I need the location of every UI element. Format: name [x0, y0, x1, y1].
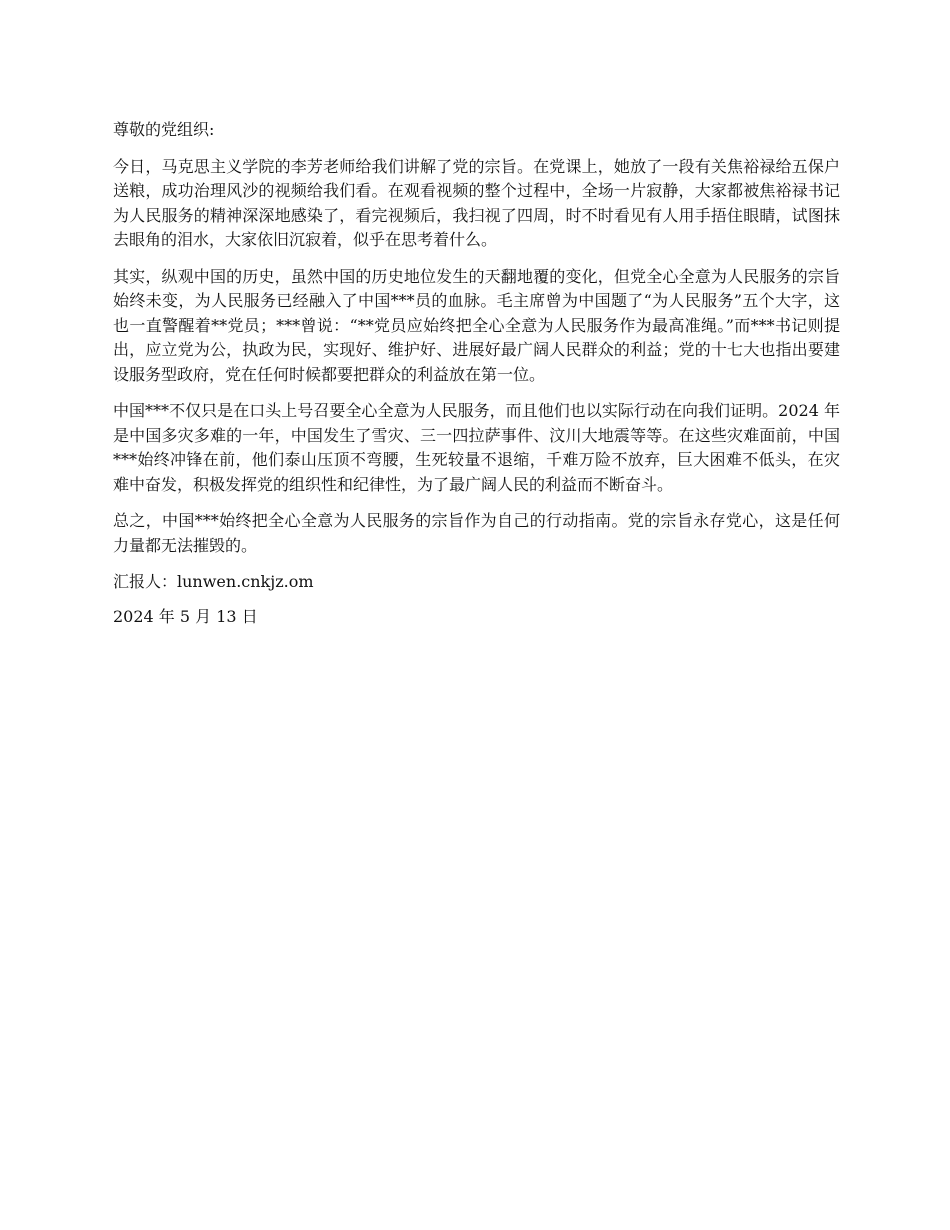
date-line: 2024 年 5 月 13 日: [113, 606, 258, 626]
paragraph-2: 其实，纵观中国的历史，虽然中国的历史地位发生的天翻地覆的变化，但党全心全意为人民服务的宗旨始终未变，为人民服务已经融入了中国***员的血脉。毛主席曾为中国题了“为人民服务”五个大字，这也一直警醒着**党员；***曾说：“**党员应始终把全心全意为人民服务作为最高准绳。”而***书记则提出，应立党为公，执政为民，实现好、维护好、进展好最广阔人民群众的利益；党的十七大也指出要建设服务型政府，党在任何时候都要把群众的利益放在第一位。: [113, 266, 840, 384]
document-page: [113, 118, 840, 639]
paragraph-3: 中国***不仅只是在口头上号召要全心全意为人民服务，而且他们也以实际行动在向我们证明。2024 年是中国多灾多难的一年，中国发生了雪灾、三一四拉萨事件、汶川大地震等等。在这些灾难面前，中国***始终冲锋在前，他们泰山压顶不弯腰，生死较量不退缩，千难万险不放弃，巨大困难不低头，在灾难中奋发，积极发挥党的组织性和纪律性，为了最广阔人民的利益而不断奋斗。: [113, 401, 840, 494]
salutation: 尊敬的党组织:: [113, 120, 215, 139]
reporter-line: 汇报人：lunwen.cnkjz.om: [113, 572, 314, 591]
paragraph-4: 总之，中国***始终把全心全意为人民服务的宗旨作为自己的行动指南。党的宗旨永存党心，这是任何力量都无法摧毁的。: [113, 511, 840, 555]
paragraph-1: 今日，马克思主义学院的李芳老师给我们讲解了党的宗旨。在党课上，她放了一段有关焦裕禄给五保户送粮，成功治理风沙的视频给我们看。在观看视频的整个过程中，全场一片寂静，大家都被焦裕禄书记为人民服务的精神深深地感染了，看完视频后，我扫视了四周，时不时看见有人用手捂住眼睛，试图抹去眼角的泪水，大家依旧沉寂着，似乎在思考着什么。: [113, 156, 840, 249]
